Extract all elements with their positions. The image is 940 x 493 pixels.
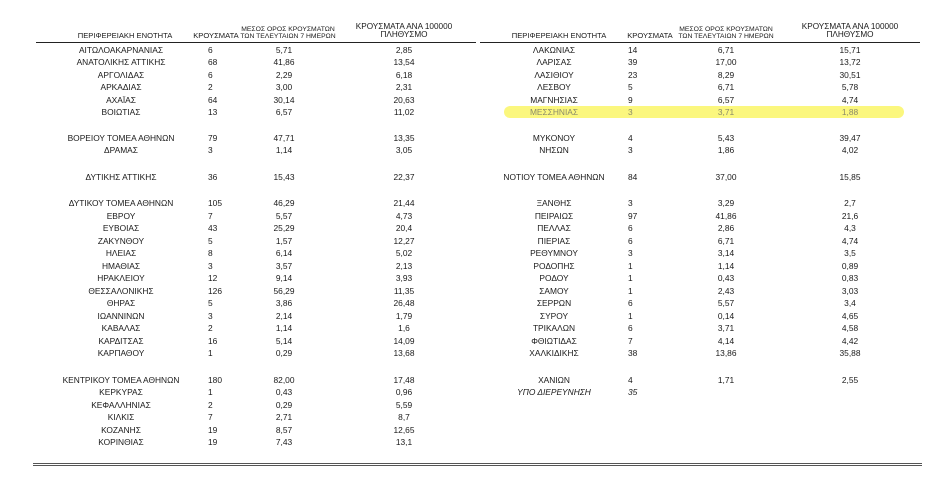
cell-per: 11,35 xyxy=(393,286,415,296)
cell-region: ΜΕΣΣΗΝΙΑΣ xyxy=(529,107,579,117)
cell-cases: 36 xyxy=(208,172,218,182)
cell-cases: 3 xyxy=(208,261,213,271)
cell-per: 5,78 xyxy=(841,82,859,92)
cell-region: ΚΑΡΔΙΤΣΑΣ xyxy=(98,336,144,346)
cell-cases: 38 xyxy=(628,348,638,358)
cell-per: 20,4 xyxy=(395,223,413,233)
table-row xyxy=(480,297,920,309)
cell-cases: 8 xyxy=(208,248,213,258)
header-avg-line2: ΤΩΝ ΤΕΛΕΥΤΑΙΩΝ 7 ΗΜΕΡΩΝ xyxy=(678,32,774,40)
header-avg-line1: ΜΕΣΟΣ ΟΡΟΣ ΚΡΟΥΣΜΑΤΩΝ xyxy=(679,25,773,33)
cell-avg: 8,29 xyxy=(717,70,735,80)
cell-avg: 0,14 xyxy=(717,311,735,321)
cell-cases: 7 xyxy=(208,412,213,422)
header-avg-line1: ΜΕΣΟΣ ΟΡΟΣ ΚΡΟΥΣΜΑΤΩΝ xyxy=(241,25,335,33)
cell-cases: 43 xyxy=(208,223,218,233)
cell-avg: 6,14 xyxy=(275,248,293,258)
cell-avg: 1,14 xyxy=(717,261,735,271)
cell-cases: 68 xyxy=(208,57,218,67)
cell-cases: 6 xyxy=(628,236,633,246)
header-per-line2: ΠΛΗΘΥΣΜΟ xyxy=(380,30,428,40)
cell-per: 13,72 xyxy=(839,57,861,67)
table-row xyxy=(36,260,476,272)
cell-avg: 13,86 xyxy=(715,348,737,358)
cell-per: 4,73 xyxy=(395,211,413,221)
table-row xyxy=(480,81,920,93)
header-cases: ΚΡΟΥΣΜΑΤΑ xyxy=(193,31,239,41)
header-cases: ΚΡΟΥΣΜΑΤΑ xyxy=(627,31,673,41)
cell-per: 4,58 xyxy=(841,323,859,333)
cell-avg: 6,57 xyxy=(717,95,735,105)
cell-cases: 19 xyxy=(208,437,218,447)
cell-region: ΑΝΑΤΟΛΙΚΗΣ ΑΤΤΙΚΗΣ xyxy=(76,57,166,67)
table-row xyxy=(480,210,920,222)
cell-region: ΘΕΣΣΑΛΟΝΙΚΗΣ xyxy=(88,286,154,296)
cell-cases: 9 xyxy=(628,95,633,105)
cell-per: 4,42 xyxy=(841,336,859,346)
header-per-line1: ΚΡΟΥΣΜΑΤΑ ΑΝΑ 100000 xyxy=(355,21,453,31)
cell-region: ΣΕΡΡΩΝ xyxy=(536,298,572,308)
cell-avg: 7,43 xyxy=(275,437,293,447)
table-row xyxy=(480,235,920,247)
cell-avg: 0,43 xyxy=(717,273,735,283)
table-row xyxy=(480,222,920,234)
cell-region: ΛΑΚΩΝΙΑΣ xyxy=(532,45,576,55)
cell-cases: 1 xyxy=(628,261,633,271)
cell-avg: 3,71 xyxy=(717,323,735,333)
cell-per: 21,44 xyxy=(393,198,415,208)
cell-cases: 2 xyxy=(208,323,213,333)
cell-per: 2,31 xyxy=(395,82,413,92)
cell-avg: 2,14 xyxy=(275,311,293,321)
table-row xyxy=(480,322,920,334)
cell-avg: 1,71 xyxy=(717,375,735,385)
bottom-divider xyxy=(33,463,922,466)
cell-region: ΡΟΔΟΥ xyxy=(539,273,569,283)
table-row xyxy=(480,44,920,56)
cell-per: 3,5 xyxy=(844,248,856,258)
cell-region: ΧΑΝΙΩΝ xyxy=(538,375,570,385)
cell-region: ΛΑΡΙΣΑΣ xyxy=(536,57,572,67)
cell-cases: 6 xyxy=(628,298,633,308)
cell-cases: 13 xyxy=(208,107,218,117)
cell-cases: 126 xyxy=(208,286,222,296)
header-region: ΠΕΡΙΦΕΡΕΙΑΚΗ ΕΝΟΤΗΤΑ xyxy=(77,31,173,41)
table-row xyxy=(480,56,920,68)
cell-per: 13,68 xyxy=(393,348,415,358)
header-per-line1: ΚΡΟΥΣΜΑΤΑ ΑΝΑ 100000 xyxy=(801,21,899,31)
cell-region: ΑΙΤΩΛΟΑΚΑΡΝΑΝΙΑΣ xyxy=(78,45,164,55)
cell-region: ΑΡΚΑΔΙΑΣ xyxy=(100,82,142,92)
table-row xyxy=(36,171,476,183)
cell-region: ΕΒΡΟΥ xyxy=(106,211,136,221)
cell-cases: 5 xyxy=(628,82,633,92)
table-row xyxy=(36,386,476,398)
cell-region: ΚΟΖΑΝΗΣ xyxy=(101,425,141,435)
cell-cases: 1 xyxy=(628,286,633,296)
cell-per: 15,71 xyxy=(839,45,861,55)
cell-cases: 19 xyxy=(208,425,218,435)
cell-avg: 8,57 xyxy=(275,425,293,435)
cell-cases: 1 xyxy=(208,387,213,397)
cell-cases: 6 xyxy=(208,45,213,55)
cell-region: ΙΩΑΝΝΙΝΩΝ xyxy=(97,311,145,321)
cell-region: ΦΘΙΩΤΙΔΑΣ xyxy=(531,336,577,346)
cell-cases: 3 xyxy=(208,311,213,321)
cell-cases: 3 xyxy=(628,107,633,117)
cell-per: 8,7 xyxy=(398,412,410,422)
cell-region: ΝΗΣΩΝ xyxy=(539,145,569,155)
table-row xyxy=(36,69,476,81)
table-row xyxy=(36,56,476,68)
cell-avg: 37,00 xyxy=(715,172,737,182)
cell-region: ΛΕΣΒΟΥ xyxy=(537,82,571,92)
cell-region: ΡΟΔΟΠΗΣ xyxy=(533,261,575,271)
table-row xyxy=(480,374,920,386)
cell-cases: 23 xyxy=(628,70,638,80)
cell-avg: 9,14 xyxy=(275,273,293,283)
header-region: ΠΕΡΙΦΕΡΕΙΑΚΗ ΕΝΟΤΗΤΑ xyxy=(511,31,607,41)
cell-cases: 3 xyxy=(628,198,633,208)
table-row xyxy=(480,132,920,144)
header-avg-line2: ΤΩΝ ΤΕΛΕΥΤΑΙΩΝ 7 ΗΜΕΡΩΝ xyxy=(240,32,336,40)
cell-per: 20,63 xyxy=(393,95,415,105)
cell-avg: 17,00 xyxy=(715,57,737,67)
table-row xyxy=(36,335,476,347)
cell-region: ΚΑΡΠΑΘΟΥ xyxy=(97,348,145,358)
header-per-line2: ΠΛΗΘΥΣΜΟ xyxy=(826,30,874,40)
table-row xyxy=(36,272,476,284)
table-row xyxy=(480,272,920,284)
table-row xyxy=(480,171,920,183)
cell-region: ΥΠΟ ΔΙΕΡΕΥΝΗΣΗ xyxy=(517,387,591,397)
cell-per: 0,83 xyxy=(841,273,859,283)
cell-region: ΜΑΓΝΗΣΙΑΣ xyxy=(530,95,578,105)
cell-avg: 2,29 xyxy=(275,70,293,80)
table-row xyxy=(36,144,476,156)
cell-per: 0,89 xyxy=(841,261,859,271)
cell-region: ΚΕΝΤΡΙΚΟΥ ΤΟΜΕΑ ΑΘΗΝΩΝ xyxy=(62,375,180,385)
cell-region: ΚΕΦΑΛΛΗΝΙΑΣ xyxy=(91,400,151,410)
cell-avg: 5,43 xyxy=(717,133,735,143)
cell-region: ΠΕΙΡΑΙΩΣ xyxy=(534,211,574,221)
cell-per: 14,09 xyxy=(393,336,415,346)
left-table-header xyxy=(36,12,476,43)
cell-avg: 1,57 xyxy=(275,236,293,246)
cell-avg: 2,43 xyxy=(717,286,735,296)
table-row xyxy=(480,144,920,156)
header-per-100k xyxy=(790,23,910,40)
table-row xyxy=(36,310,476,322)
cell-avg: 5,71 xyxy=(275,45,293,55)
cell-cases: 3 xyxy=(628,145,633,155)
cell-region: ΒΟΙΩΤΙΑΣ xyxy=(101,107,141,117)
cell-avg: 25,29 xyxy=(273,223,295,233)
cell-per: 12,65 xyxy=(393,425,415,435)
cell-region: ΘΗΡΑΣ xyxy=(106,298,136,308)
cell-cases: 180 xyxy=(208,375,222,385)
cell-avg: 4,14 xyxy=(717,336,735,346)
table-row xyxy=(36,436,476,448)
cell-avg: 1,14 xyxy=(275,145,293,155)
cell-cases: 3 xyxy=(208,145,213,155)
table-row xyxy=(480,94,920,106)
cell-cases: 4 xyxy=(628,133,633,143)
table-row xyxy=(36,247,476,259)
cell-cases: 84 xyxy=(628,172,638,182)
cell-cases: 7 xyxy=(208,211,213,221)
cell-avg: 41,86 xyxy=(715,211,737,221)
table-row xyxy=(480,260,920,272)
cell-avg: 6,71 xyxy=(717,82,735,92)
table-row xyxy=(36,285,476,297)
cell-avg: 3,00 xyxy=(275,82,293,92)
cell-per: 3,4 xyxy=(844,298,856,308)
cell-avg: 1,14 xyxy=(275,323,293,333)
cell-per: 4,02 xyxy=(841,145,859,155)
cell-cases: 2 xyxy=(208,400,213,410)
table-row xyxy=(36,44,476,56)
cell-per: 5,02 xyxy=(395,248,413,258)
table-row xyxy=(36,222,476,234)
cell-per: 21,6 xyxy=(841,211,859,221)
cell-cases: 35 xyxy=(628,387,638,397)
cell-avg: 3,86 xyxy=(275,298,293,308)
table-row xyxy=(480,197,920,209)
cell-region: ΛΑΣΙΘΙΟΥ xyxy=(534,70,574,80)
header-per-100k xyxy=(344,23,464,40)
cell-per: 2,7 xyxy=(844,198,856,208)
cell-region: ΞΑΝΘΗΣ xyxy=(536,198,572,208)
cell-region: ΔΥΤΙΚΟΥ ΤΟΜΕΑ ΑΘΗΝΩΝ xyxy=(68,198,174,208)
cell-region: ΣΥΡΟΥ xyxy=(539,311,569,321)
cell-cases: 6 xyxy=(208,70,213,80)
cell-region: ΒΟΡΕΙΟΥ ΤΟΜΕΑ ΑΘΗΝΩΝ xyxy=(67,133,175,143)
cell-avg: 3,71 xyxy=(717,107,735,117)
cell-per: 4,74 xyxy=(841,236,859,246)
cell-region: ΡΕΘΥΜΝΟΥ xyxy=(530,248,578,258)
table-row xyxy=(36,374,476,386)
cell-per: 4,65 xyxy=(841,311,859,321)
table-row xyxy=(36,297,476,309)
cell-avg: 41,86 xyxy=(273,57,295,67)
cell-cases: 39 xyxy=(628,57,638,67)
cell-region: ΕΥΒΟΙΑΣ xyxy=(102,223,140,233)
cell-cases: 7 xyxy=(628,336,633,346)
cell-per: 6,18 xyxy=(395,70,413,80)
cell-per: 13,35 xyxy=(393,133,415,143)
cell-cases: 16 xyxy=(208,336,218,346)
table-row xyxy=(504,106,904,118)
cell-cases: 1 xyxy=(628,311,633,321)
cell-region: ΑΡΓΟΛΙΔΑΣ xyxy=(97,70,145,80)
cell-avg: 15,43 xyxy=(273,172,295,182)
cell-avg: 5,14 xyxy=(275,336,293,346)
cell-per: 2,85 xyxy=(395,45,413,55)
table-row xyxy=(36,399,476,411)
right-table-header xyxy=(480,12,920,43)
cell-region: ΝΟΤΙΟΥ ΤΟΜΕΑ ΑΘΗΝΩΝ xyxy=(503,172,605,182)
cell-per: 5,59 xyxy=(395,400,413,410)
table-row xyxy=(480,347,920,359)
cell-region: ΗΛΕΙΑΣ xyxy=(105,248,137,258)
header-avg-7-days xyxy=(670,26,782,40)
table-row xyxy=(480,310,920,322)
table-row xyxy=(480,285,920,297)
cell-avg: 46,29 xyxy=(273,198,295,208)
table-row xyxy=(480,247,920,259)
cell-avg: 47,71 xyxy=(273,133,295,143)
cell-region: ΠΕΛΛΑΣ xyxy=(537,223,571,233)
cell-avg: 2,86 xyxy=(717,223,735,233)
cell-per: 17,48 xyxy=(393,375,415,385)
cell-avg: 0,29 xyxy=(275,400,293,410)
cell-avg: 1,86 xyxy=(717,145,735,155)
cell-per: 1,6 xyxy=(398,323,410,333)
table-row xyxy=(36,94,476,106)
cell-avg: 82,00 xyxy=(273,375,295,385)
cell-region: ΣΑΜΟΥ xyxy=(539,286,569,296)
cell-per: 2,13 xyxy=(395,261,413,271)
cell-cases: 64 xyxy=(208,95,218,105)
cell-avg: 0,43 xyxy=(275,387,293,397)
cell-cases: 6 xyxy=(628,323,633,333)
cell-cases: 4 xyxy=(628,375,633,385)
cell-avg: 5,57 xyxy=(275,211,293,221)
cell-avg: 0,29 xyxy=(275,348,293,358)
table-row xyxy=(36,132,476,144)
cell-per: 26,48 xyxy=(393,298,415,308)
cell-region: ΧΑΛΚΙΔΙΚΗΣ xyxy=(529,348,579,358)
table-row xyxy=(480,69,920,81)
table-row xyxy=(480,335,920,347)
cell-avg: 3,14 xyxy=(717,248,735,258)
cell-cases: 105 xyxy=(208,198,222,208)
cell-region: ΔΥΤΙΚΗΣ ΑΤΤΙΚΗΣ xyxy=(85,172,157,182)
cell-region: ΚΟΡΙΝΘΙΑΣ xyxy=(98,437,144,447)
cell-cases: 79 xyxy=(208,133,218,143)
cell-region: ΚΙΛΚΙΣ xyxy=(107,412,135,422)
cell-per: 2,55 xyxy=(841,375,859,385)
cell-per: 3,03 xyxy=(841,286,859,296)
cell-cases: 5 xyxy=(208,236,213,246)
table-row xyxy=(36,322,476,334)
table-row xyxy=(36,235,476,247)
cell-region: ΗΜΑΘΙΑΣ xyxy=(101,261,141,271)
cell-per: 1,79 xyxy=(395,311,413,321)
cell-per: 3,93 xyxy=(395,273,413,283)
cell-region: ΜΥΚΟΝΟΥ xyxy=(532,133,576,143)
cell-avg: 6,71 xyxy=(717,236,735,246)
cell-per: 13,1 xyxy=(395,437,413,447)
cell-cases: 3 xyxy=(628,248,633,258)
cell-avg: 56,29 xyxy=(273,286,295,296)
cell-per: 22,37 xyxy=(393,172,415,182)
cell-avg: 3,29 xyxy=(717,198,735,208)
cell-region: ΤΡΙΚΑΛΩΝ xyxy=(532,323,576,333)
cell-cases: 1 xyxy=(208,348,213,358)
cell-cases: 12 xyxy=(208,273,218,283)
cell-cases: 97 xyxy=(628,211,638,221)
cell-cases: 5 xyxy=(208,298,213,308)
cell-avg: 2,71 xyxy=(275,412,293,422)
cell-avg: 6,71 xyxy=(717,45,735,55)
cell-per: 12,27 xyxy=(393,236,415,246)
cell-avg: 5,57 xyxy=(717,298,735,308)
table-row xyxy=(36,411,476,423)
cell-region: ΑΧΑΪΑΣ xyxy=(106,95,136,105)
cell-region: ΚΑΒΑΛΑΣ xyxy=(101,323,141,333)
cell-region: ΠΙΕΡΙΑΣ xyxy=(537,236,571,246)
cell-per: 4,3 xyxy=(844,223,856,233)
table-row xyxy=(36,81,476,93)
cell-per: 15,85 xyxy=(839,172,861,182)
cell-region: ΔΡΑΜΑΣ xyxy=(104,145,138,155)
cell-per: 3,05 xyxy=(395,145,413,155)
table-row xyxy=(480,386,920,398)
cell-cases: 1 xyxy=(628,273,633,283)
table-row xyxy=(36,106,476,118)
table-row xyxy=(36,347,476,359)
cell-avg: 30,14 xyxy=(273,95,295,105)
cell-per: 11,02 xyxy=(393,107,415,117)
cell-region: ΗΡΑΚΛΕΙΟΥ xyxy=(97,273,145,283)
cell-cases: 2 xyxy=(208,82,213,92)
table-row xyxy=(36,197,476,209)
cell-region: ΖΑΚΥΝΘΟΥ xyxy=(97,236,145,246)
cell-per: 1,88 xyxy=(841,107,859,117)
cell-per: 35,88 xyxy=(839,348,861,358)
cell-per: 0,96 xyxy=(395,387,413,397)
table-row xyxy=(36,424,476,436)
cell-per: 30,51 xyxy=(839,70,861,80)
header-avg-7-days xyxy=(232,26,344,40)
cell-per: 39,47 xyxy=(839,133,861,143)
cell-avg: 6,57 xyxy=(275,107,293,117)
cell-cases: 6 xyxy=(628,223,633,233)
cell-avg: 3,57 xyxy=(275,261,293,271)
cell-per: 4,74 xyxy=(841,95,859,105)
table-row xyxy=(36,210,476,222)
cell-per: 13,54 xyxy=(393,57,415,67)
cell-region: ΚΕΡΚΥΡΑΣ xyxy=(99,387,143,397)
cell-cases: 14 xyxy=(628,45,638,55)
